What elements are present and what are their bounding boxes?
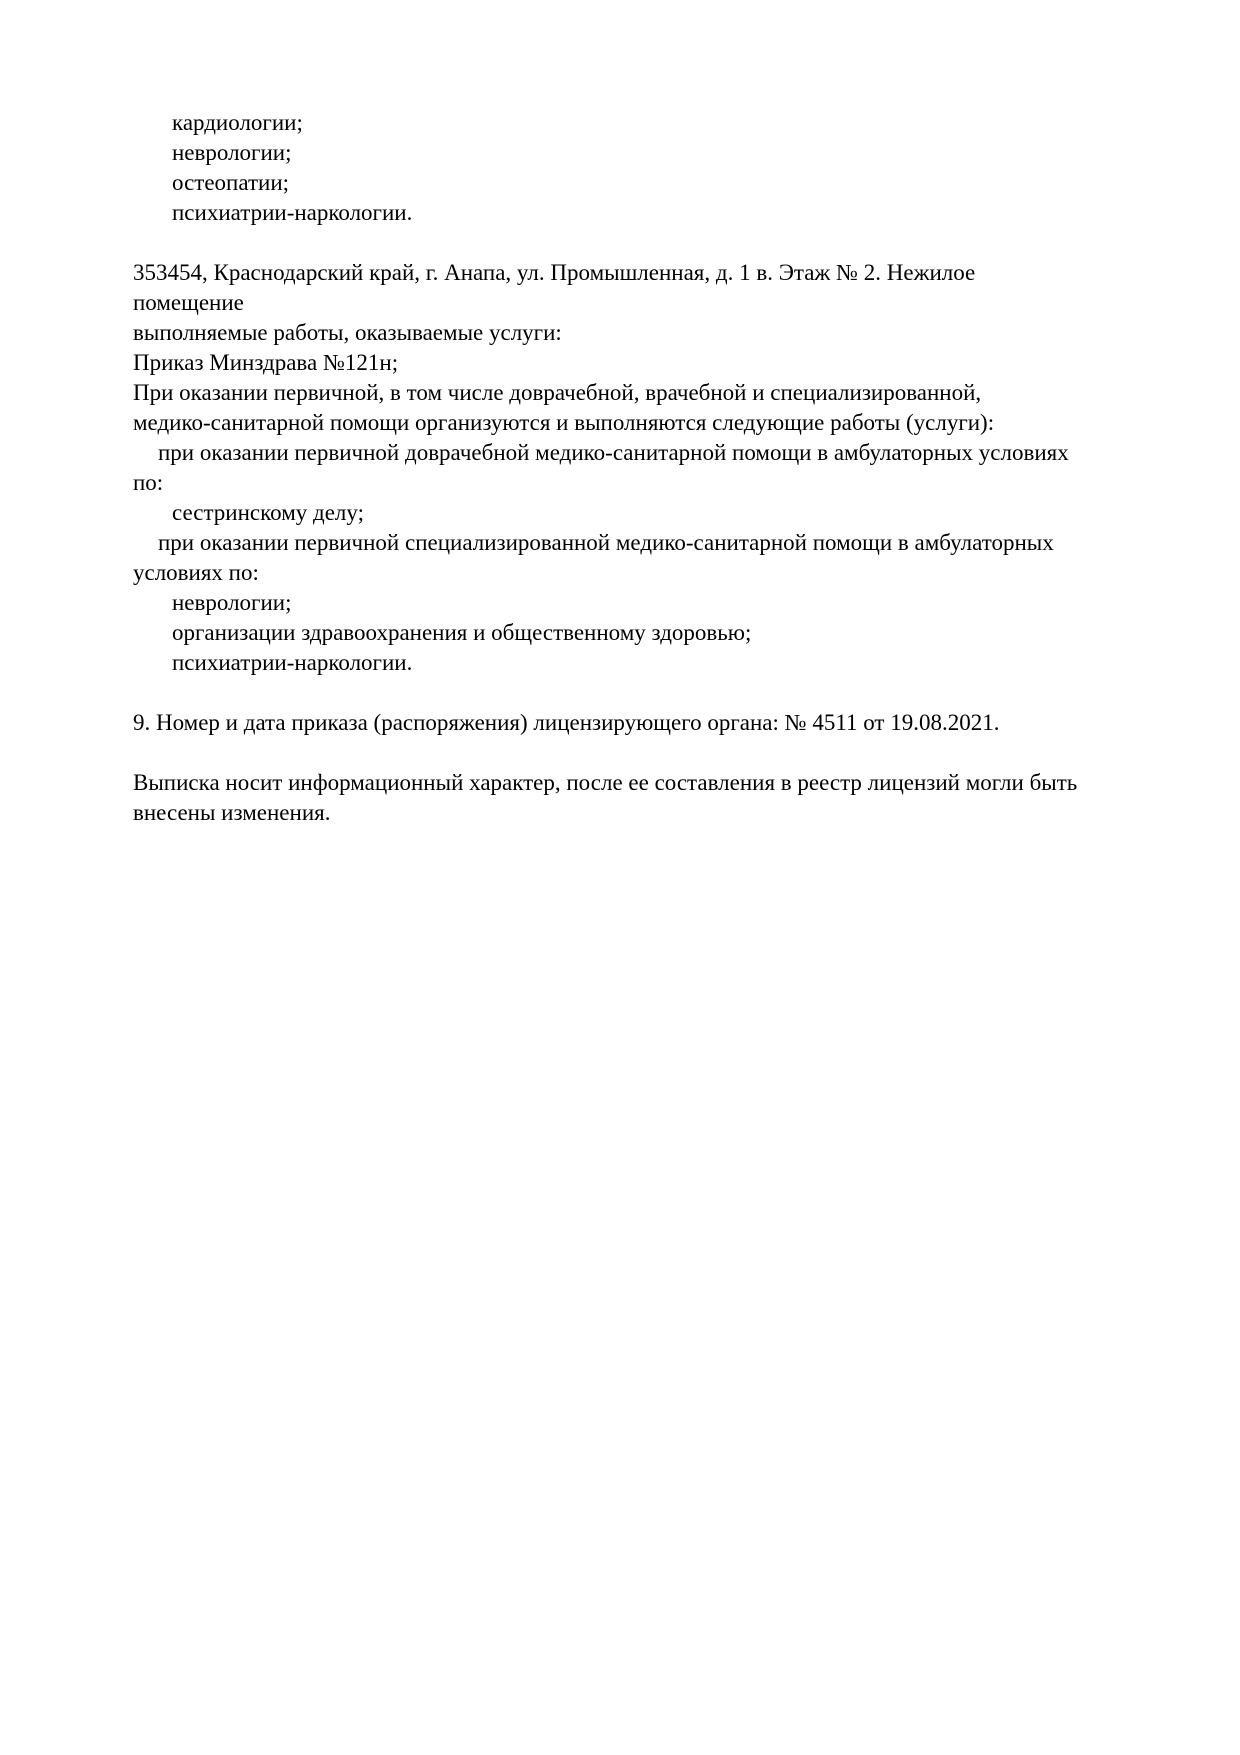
text-line: по: — [133, 470, 164, 495]
text-line: При оказании первичной, в том числе доврачебной, врачебной и специализированной, — [133, 380, 982, 405]
text-line: при оказании первичной специализированной медико-санитарной помощи в амбулаторных — [158, 530, 1054, 555]
text-line: 353454, Краснодарский край, г. Анапа, ул. Промышленная, д. 1 в. Этаж № 2. Нежилое — [133, 260, 976, 285]
text-line: внесены изменения. — [133, 800, 331, 825]
text-line: медико-санитарной помощи организуются и выполняются следующие работы (услуги): — [133, 410, 995, 435]
text-line: при оказании первичной доврачебной медико-санитарной помощи в амбулаторных условиях — [158, 440, 1069, 465]
text-line: выполняемые работы, оказываемые услуги: — [133, 320, 562, 345]
text-line: психиатрии-наркологии. — [172, 650, 413, 675]
text-line: кардиологии; — [172, 110, 303, 135]
text-line: психиатрии-наркологии. — [172, 200, 413, 225]
document-lines — [133, 108, 1123, 828]
text-line: Приказ Минздрава №121н; — [133, 350, 399, 375]
text-line: условиях по: — [133, 560, 259, 585]
text-line: организации здравоохранения и общественному здоровью; — [172, 620, 752, 645]
text-line: 9. Номер и дата приказа (распоряжения) лицензирующего органа: № 4511 от 19.08.2021. — [133, 710, 1000, 735]
text-line: Выписка носит информационный характер, после ее составления в реестр лицензий могли быть — [133, 770, 1078, 795]
text-line: неврологии; — [172, 140, 292, 165]
blank-line — [133, 678, 1123, 708]
text-line: помещение — [133, 290, 244, 315]
blank-line — [133, 738, 1123, 768]
text-line: неврологии; — [172, 590, 292, 615]
blank-line — [133, 228, 1123, 258]
text-line: остеопатии; — [172, 170, 290, 195]
text-line: сестринскому делу; — [172, 500, 364, 525]
